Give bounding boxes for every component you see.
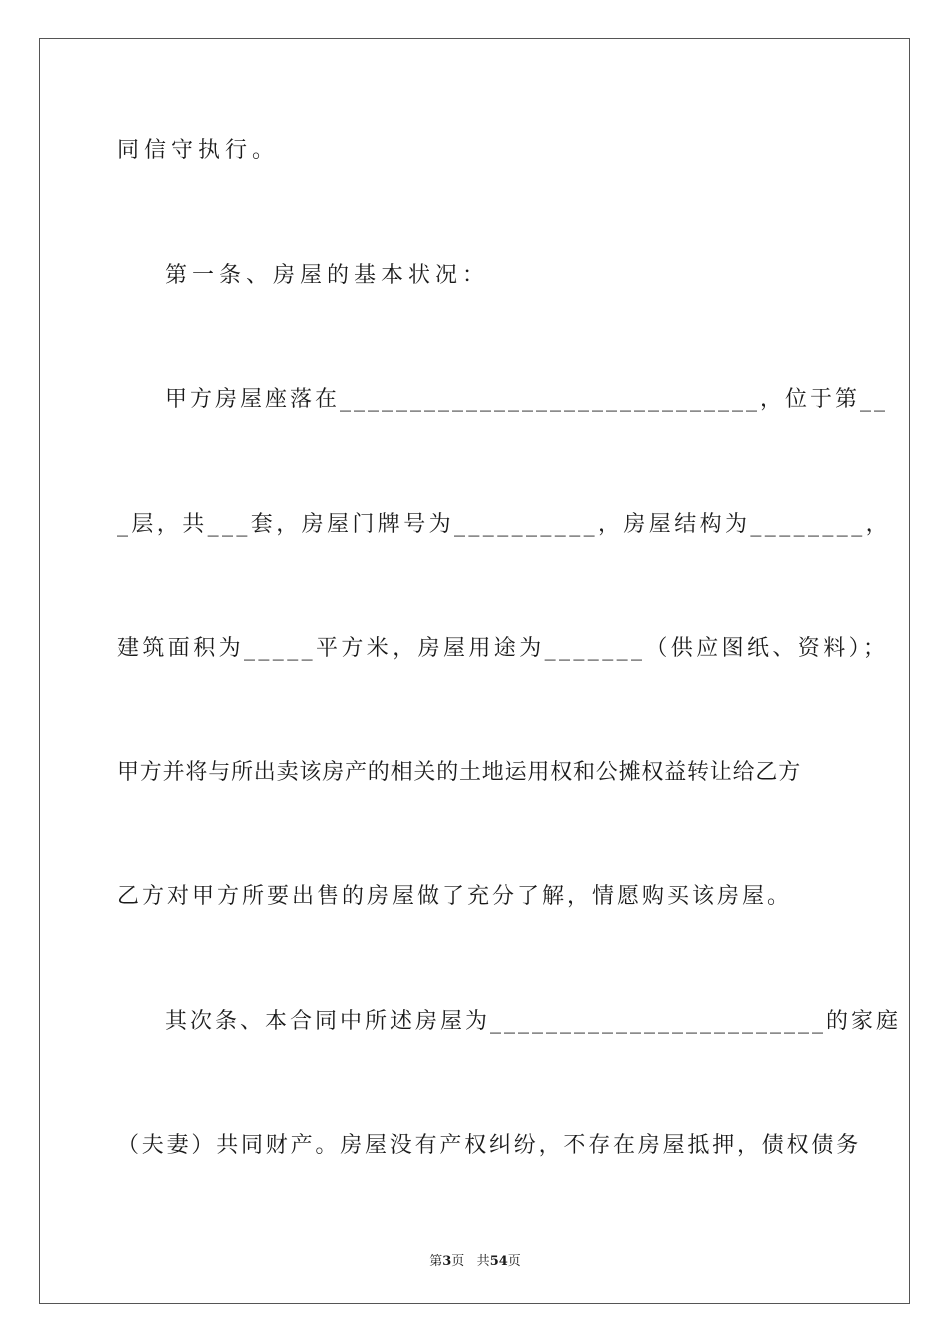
text-line-4: _层，共___套，房屋门牌号为__________，房屋结构为________， <box>117 512 892 537</box>
footer-total-pages: 54 <box>489 1254 508 1269</box>
page-footer <box>0 1250 950 1269</box>
text-line-2: 第一条、房屋的基本状况： <box>165 263 490 288</box>
page-frame <box>39 38 910 1304</box>
footer-page-number: 3 <box>442 1254 452 1269</box>
text-line-6: 甲方并将与所出卖该房产的相关的土地运用权和公摊权益转让给乙方 <box>117 760 802 785</box>
footer-total-unit: 页 <box>507 1254 521 1269</box>
footer-page-prefix: 第 <box>429 1254 443 1269</box>
text-line-5: 建筑面积为_____平方米，房屋用途为_______（供应图纸、资料）； <box>117 636 889 661</box>
footer-page-unit: 页 <box>451 1254 465 1269</box>
footer-total-prefix: 共 <box>476 1254 490 1269</box>
text-line-9: （夫妻）共同财产。房屋没有产权纠纷，不存在房屋抵押，债权债务 <box>117 1133 862 1158</box>
text-line-7: 乙方对甲方所要出售的房屋做了充分了解，情愿购买该房屋。 <box>117 884 793 909</box>
text-line-8: 其次条、本合同中所述房屋为________________________的家庭 <box>165 1009 902 1034</box>
text-line-3: 甲方房屋座落在______________________________，位于第__ <box>165 387 889 412</box>
text-line-1: 同信守执行。 <box>117 138 280 163</box>
